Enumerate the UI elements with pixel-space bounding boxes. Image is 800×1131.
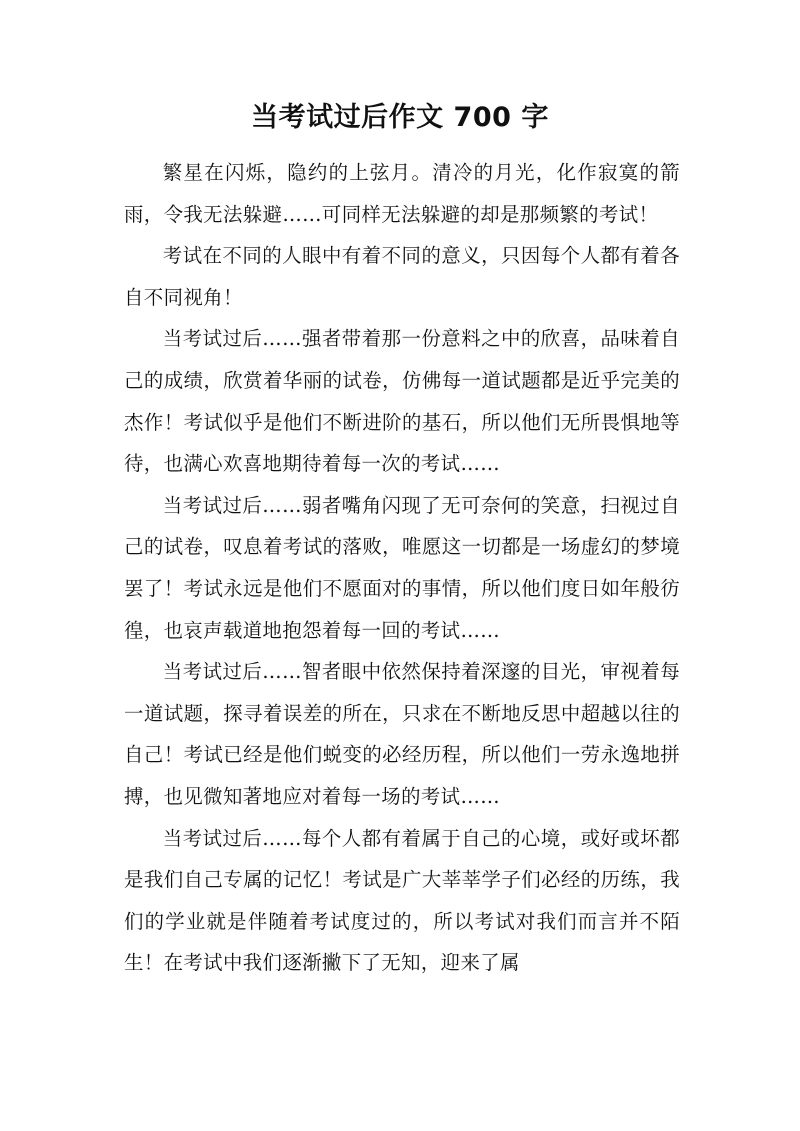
- paragraph-5: 当考试过后……智者眼中依然保持着深邃的目光，审视着每一道试题，探寻着误差的所在，只求在不断地反思中超越以往的自己！考试已经是他们蜕变的必经历程，所以他们一劳永逸地拼搏，也见微知著地应对着每一场的考试……: [124, 660, 680, 808]
- paragraph-4: 当考试过后……弱者嘴角闪现了无可奈何的笑意，扫视过自己的试卷，叹息着考试的落败，唯愿这一切都是一场虚幻的梦境罢了！考试永远是他们不愿面对的事情，所以他们度日如年般彷徨，也哀声载道地抱怨着每一回的考试……: [124, 493, 680, 642]
- paragraph-1: 繁星在闪烁，隐约的上弦月。清冷的月光，化作寂寞的箭雨，令我无法躲避……可同样无法躲避的却是那频繁的考试！: [124, 161, 680, 226]
- document-body: [124, 152, 680, 984]
- document-title: 当考试过后作文 700 字: [251, 102, 549, 133]
- paragraph-3: 当考试过后……强者带着那一份意料之中的欣喜，品味着自己的成绩，欣赏着华丽的试卷，仿佛每一道试题都是近乎完美的杰作！考试似乎是他们不断进阶的基石，所以他们无所畏惧地等待，也满心欢喜地期待着每一次的考试……: [124, 327, 680, 476]
- paragraph-6: 当考试过后……每个人都有着属于自己的心境，或好或坏都是我们自己专属的记忆！考试是广大莘莘学子们必经的历练，我们的学业就是伴随着考试度过的，所以考试对我们而言并不陌生！在考试中我们逐渐撇下了无知，迎来了属: [124, 826, 680, 975]
- paragraph-2: 考试在不同的人眼中有着不同的意义，只因每个人都有着各自不同视角！: [124, 244, 680, 309]
